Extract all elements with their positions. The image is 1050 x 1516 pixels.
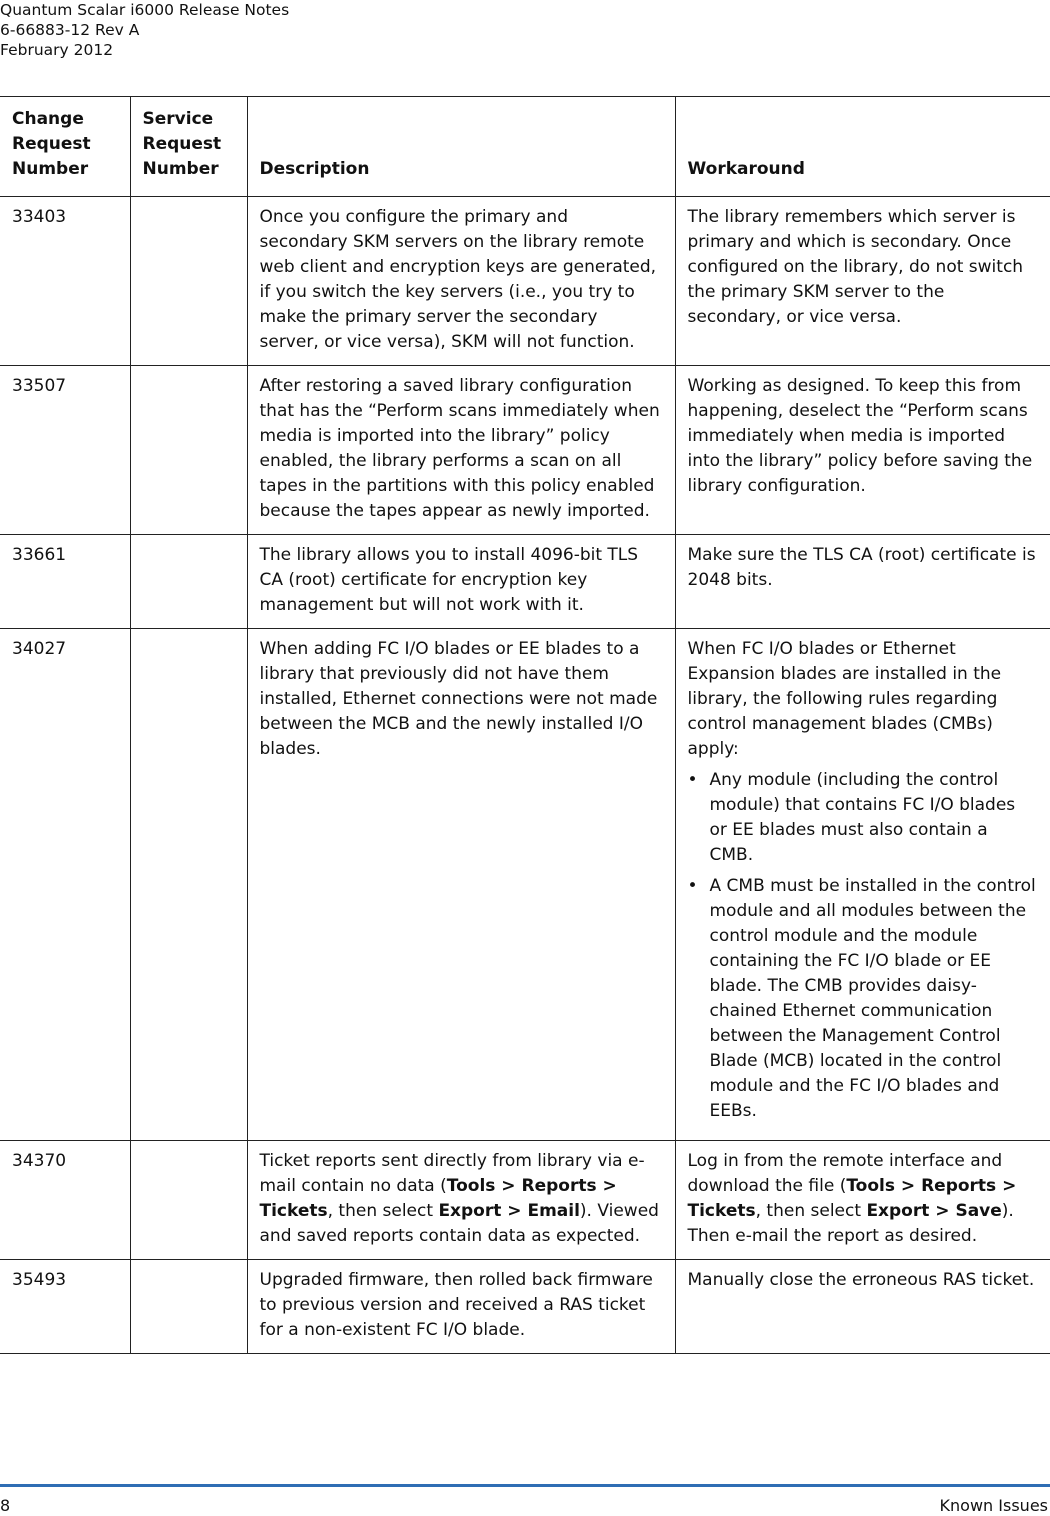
menu-path-tools-reports-tickets: Tools > Reports > Tickets xyxy=(259,1176,617,1221)
change-request-cell: 33661 xyxy=(0,535,130,629)
bullet-icon: • xyxy=(687,876,698,896)
table-row xyxy=(0,1141,1050,1260)
list-item-text: A CMB must be installed in the control module and all modules between the control module and the module containing the FC I/O blade or EE blade. The CMB provides daisy-chained Ethernet communication between the Management Control Blade (MCB) located in the control module and the FC I/O blades and EEBs. xyxy=(709,876,1036,1121)
footer-rule xyxy=(0,1484,1050,1487)
column-header-service-request xyxy=(130,97,247,197)
service-request-cell xyxy=(130,535,247,629)
text-run: , then select xyxy=(327,1201,439,1221)
table-row xyxy=(0,197,1050,366)
change-request-cell: 34027 xyxy=(0,629,130,1141)
document-number: 6-66883-12 Rev A xyxy=(0,21,140,39)
change-request-cell: 35493 xyxy=(0,1260,130,1354)
workaround-intro: When FC I/O blades or Ethernet Expansion blades are installed in the library, the following rules regarding control management blades (CMBs) apply: xyxy=(687,639,1002,759)
page-header xyxy=(0,0,289,60)
service-request-cell xyxy=(130,366,247,535)
page-number: 8 xyxy=(0,1496,11,1515)
section-name: Known Issues xyxy=(939,1496,1048,1515)
menu-path-export-email: Export > Email xyxy=(438,1201,580,1221)
column-header-workaround: Workaround xyxy=(675,97,1050,197)
service-request-cell xyxy=(130,1141,247,1260)
header-text: Request xyxy=(142,134,222,154)
text-run: Log in from the remote interface and download the file ( xyxy=(687,1151,1003,1196)
bullet-icon: • xyxy=(687,770,698,790)
workaround-cell: Manually close the erroneous RAS ticket. xyxy=(675,1260,1050,1354)
list-item xyxy=(688,874,1037,1124)
column-header-change-request xyxy=(0,97,130,197)
workaround-cell xyxy=(675,1141,1050,1260)
header-text: Request xyxy=(12,134,91,154)
description-cell xyxy=(247,1141,675,1260)
change-request-cell: 33403 xyxy=(0,197,130,366)
text-run: Ticket reports sent directly from library via e-mail contain no data ( xyxy=(259,1151,645,1196)
description-cell: Upgraded firmware, then rolled back firmware to previous version and received a RAS ticket for a non-existent FC I/O blade. xyxy=(247,1260,675,1354)
description-cell: Once you configure the primary and secondary SKM servers on the library remote web client and encryption keys are generated, if you switch the key servers (i.e., you try to make the primary server the secondary server, or vice versa), SKM will not function. xyxy=(247,197,675,366)
workaround-cell: Make sure the TLS CA (root) certificate is 2048 bits. xyxy=(675,535,1050,629)
change-request-cell: 34370 xyxy=(0,1141,130,1260)
service-request-cell xyxy=(130,197,247,366)
list-item xyxy=(688,768,1037,868)
description-cell: The library allows you to install 4096-bit TLS CA (root) certificate for encryption key management but will not work with it. xyxy=(247,535,675,629)
text-run: ). Viewed and saved reports contain data as expected. xyxy=(259,1201,659,1246)
service-request-cell xyxy=(130,1260,247,1354)
known-issues-table xyxy=(0,96,1050,1354)
header-text: Change xyxy=(12,109,84,129)
service-request-cell xyxy=(130,629,247,1141)
table-header-row xyxy=(0,97,1050,197)
menu-path-export-save: Export > Save xyxy=(866,1201,1002,1221)
header-text: Service xyxy=(142,109,214,129)
document-title: Quantum Scalar i6000 Release Notes xyxy=(0,1,290,19)
header-text: Number xyxy=(12,159,89,179)
header-text: Number xyxy=(142,159,219,179)
table-row xyxy=(0,366,1050,535)
table-row xyxy=(0,1260,1050,1354)
text-run: , then select xyxy=(755,1201,867,1221)
workaround-rules-list xyxy=(688,768,1037,1124)
list-item-text: Any module (including the control module) that contains FC I/O blades or EE blades must also contain a CMB. xyxy=(709,770,1016,865)
description-cell: After restoring a saved library configuration that has the “Perform scans immediately when media is imported into the library” policy enabled, the library performs a scan on all tapes in the partitions with this policy enabled because the tapes appear as newly imported. xyxy=(247,366,675,535)
description-cell: When adding FC I/O blades or EE blades to a library that previously did not have them installed, Ethernet connections were not made between the MCB and the newly installed I/O blades. xyxy=(247,629,675,1141)
workaround-cell: Working as designed. To keep this from happening, deselect the “Perform scans immediately when media is imported into the library” policy before saving the library configuration. xyxy=(675,366,1050,535)
table-row xyxy=(0,629,1050,1141)
column-header-description: Description xyxy=(247,97,675,197)
workaround-cell xyxy=(675,629,1050,1141)
workaround-cell: The library remembers which server is primary and which is secondary. Once configured on the library, do not switch the primary SKM server to the secondary, or vice versa. xyxy=(675,197,1050,366)
text-run: ). Then e-mail the report as desired. xyxy=(687,1201,1014,1246)
change-request-cell: 33507 xyxy=(0,366,130,535)
table-row xyxy=(0,535,1050,629)
menu-path-tools-reports-tickets: Tools > Reports > Tickets xyxy=(687,1176,1017,1221)
document-date: February 2012 xyxy=(0,41,114,59)
